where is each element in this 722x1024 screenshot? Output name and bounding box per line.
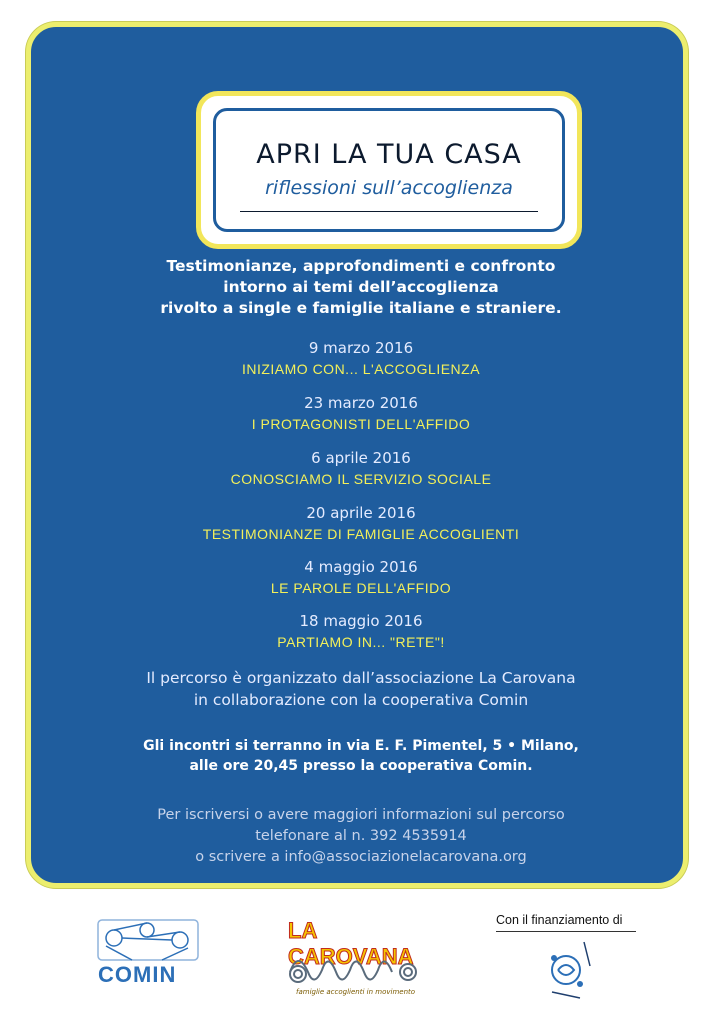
event-item [0,503,722,545]
intro-line: intorno ai temi dell’accoglienza [223,278,499,296]
event-item [0,393,722,435]
funder-logo-icon [540,936,598,1002]
title-divider [240,211,538,212]
event-date: 6 aprile 2016 [311,449,411,467]
organization-text [0,667,722,711]
comin-wordmark: COMIN [98,962,177,987]
comin-network-icon [92,916,210,966]
venue-line: alle ore 20,45 presso la cooperativa Comin. [189,758,533,774]
contact-email: o scrivere a info@associazionelacarovana.org [195,849,527,865]
carovana-logo [280,912,430,1000]
event-item [0,611,722,653]
event-title: LE PAROLE DELL'AFFIDO [270,580,452,596]
organization-line: Il percorso è organizzato dall’associazione La Carovana [146,669,576,687]
event-item [0,448,722,490]
event-title: CONOSCIAMO IL SERVIZIO SOCIALE [230,471,492,487]
intro-line: rivolto a single e famiglie italiane e straniere. [160,299,562,317]
intro-text [0,256,722,319]
event-item [0,557,722,599]
funding-label: Con il finanziamento di [496,913,623,927]
carovana-spiral-icon [280,942,430,992]
event-title: INIZIAMO CON... L'ACCOGLIENZA [241,361,481,377]
title-box [196,91,582,249]
carovana-tagline: famiglie accoglienti in movimento [296,988,416,996]
event-title: I PROTAGONISTI DELL'AFFIDO [251,416,471,432]
event-title: TESTIMONIANZE DI FAMIGLIE ACCOGLIENTI [202,526,520,542]
event-title: PARTIAMO IN... "RETE"! [277,634,445,650]
title-inner-frame [213,108,565,232]
page-title: APRI LA TUA CASA [256,139,522,170]
carovana-wordmark: LA CAROVANA [288,918,414,969]
event-date: 18 maggio 2016 [299,612,423,630]
venue-text [0,736,722,776]
contact-line: Per iscriversi o avere maggiori informazioni sul percorso [157,807,565,823]
organization-line: in collaborazione con la cooperativa Comin [193,691,529,709]
event-date: 9 marzo 2016 [308,339,414,357]
contact-phone: telefonare al n. 392 4535914 [255,828,467,844]
event-date: 23 marzo 2016 [304,394,418,412]
event-date: 20 aprile 2016 [306,504,416,522]
venue-line: Gli incontri si terranno in via E. F. Pimentel, 5 • Milano, [143,738,579,754]
comin-logo [92,916,210,990]
page-subtitle: riflessioni sull’accoglienza [265,177,513,199]
contact-text [0,805,722,868]
event-date: 4 maggio 2016 [304,558,418,576]
event-item [0,338,722,380]
funding-divider [496,931,636,932]
intro-line: Testimonianze, approfondimenti e confronto [166,257,556,275]
